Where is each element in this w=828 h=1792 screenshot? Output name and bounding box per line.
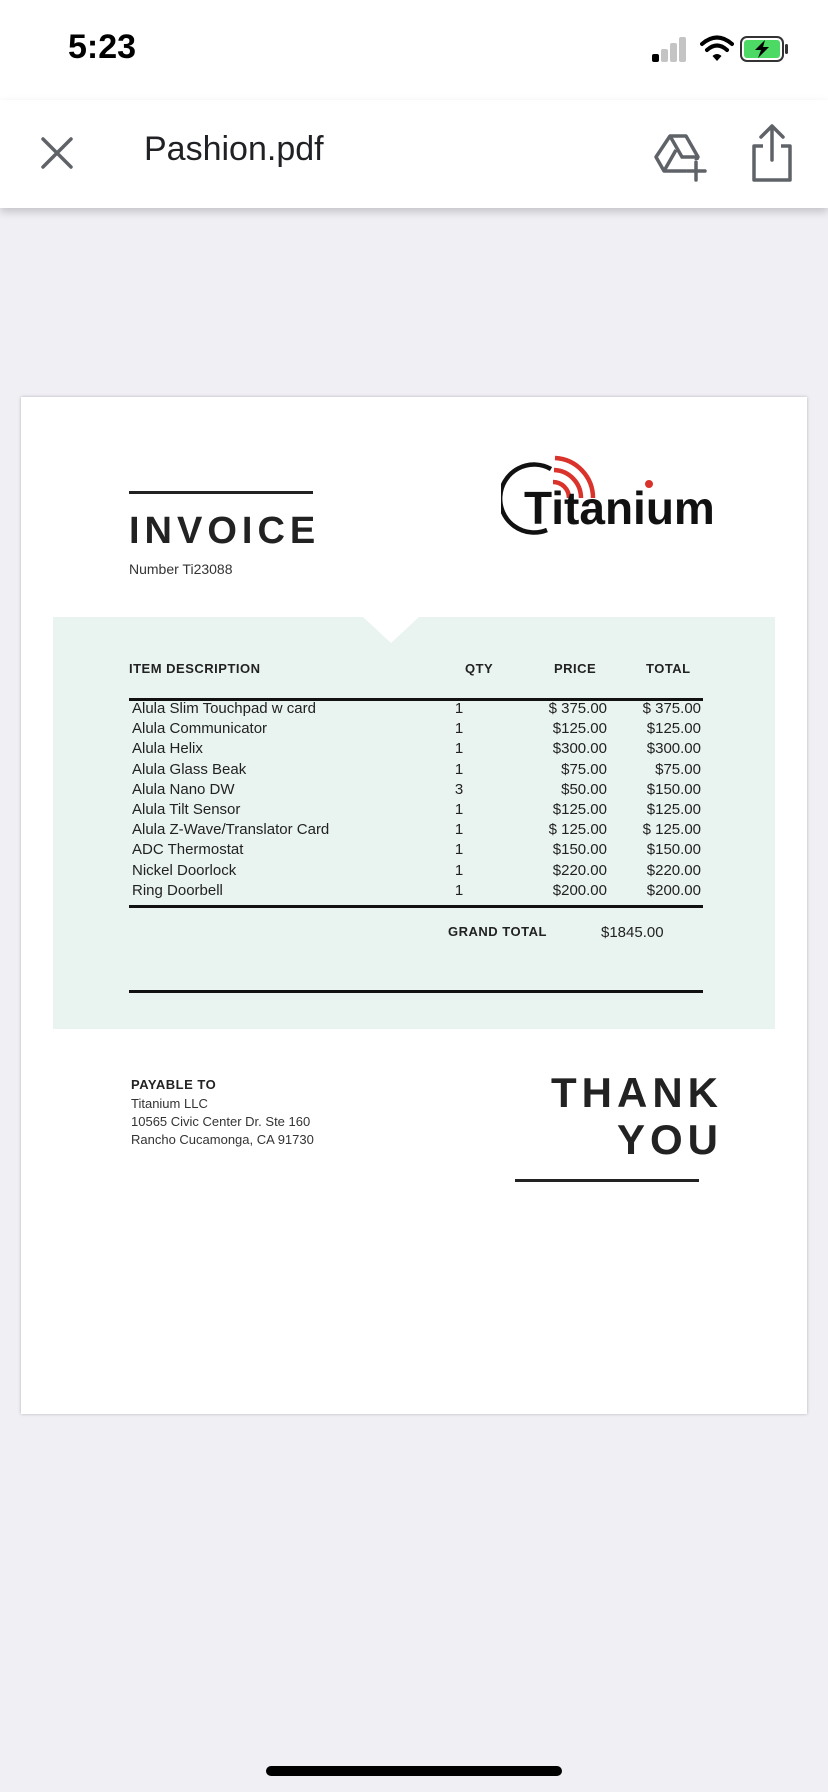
pdf-page (21, 397, 807, 1414)
payable-address-line1: 10565 Civic Center Dr. Ste 160 (131, 1114, 311, 1129)
payable-name: Titanium LLC (131, 1096, 208, 1111)
grand-total-value: $1845.00 (601, 924, 664, 941)
home-indicator[interactable] (266, 1766, 562, 1776)
wifi-icon (700, 34, 734, 62)
table-bottom-rule (129, 905, 703, 908)
invoice-heading: INVOICE (129, 510, 321, 552)
grand-total-label: GRAND TOTAL (448, 924, 547, 939)
panel-bottom-rule (129, 990, 703, 993)
divider (129, 491, 313, 494)
table-row: Alula Z-Wave/Translator Card 1 $ 125.00 $ 125.00 (132, 821, 701, 839)
logo-wordmark: Titanium (524, 482, 715, 534)
divider (515, 1179, 699, 1182)
titanium-logo (501, 442, 751, 542)
battery-charging-icon (740, 36, 790, 62)
share-icon[interactable] (746, 122, 798, 184)
table-row: Nickel Doorlock 1 $220.00 $220.00 (132, 861, 701, 879)
column-header-price: PRICE (554, 661, 597, 676)
invoice-number: Number Ti23088 (129, 561, 233, 577)
add-to-drive-icon[interactable] (648, 124, 708, 184)
thank-you-heading (481, 1069, 723, 1163)
document-title: Pashion.pdf (144, 130, 324, 168)
status-bar (0, 0, 828, 100)
close-icon[interactable] (32, 128, 82, 178)
thank-you-line1: THANK (551, 1069, 723, 1116)
column-header-description: ITEM DESCRIPTION (129, 661, 261, 676)
status-time: 5:23 (68, 28, 137, 66)
table-row: Alula Slim Touchpad w card 1 $ 375.00 $ 375.00 (132, 700, 701, 717)
table-row: Ring Doorbell 1 $200.00 $200.00 (132, 881, 701, 899)
viewer-toolbar (0, 100, 828, 208)
table-row: ADC Thermostat 1 $150.00 $150.00 (132, 841, 701, 859)
thank-you-line2: YOU (616, 1116, 723, 1163)
table-row: Alula Nano DW 3 $50.00 $150.00 (132, 780, 701, 798)
payable-address-line2: Rancho Cucamonga, CA 91730 (131, 1132, 314, 1147)
payable-to-title: PAYABLE TO (131, 1077, 217, 1092)
panel-notch (363, 617, 419, 643)
column-header-total: TOTAL (646, 661, 691, 676)
table-row: Alula Helix 1 $300.00 $300.00 (132, 740, 701, 758)
table-row: Alula Glass Beak 1 $75.00 $75.00 (132, 760, 701, 778)
cellular-signal-icon (652, 36, 688, 62)
column-header-qty: QTY (465, 661, 494, 676)
table-row: Alula Communicator 1 $125.00 $125.00 (132, 720, 701, 738)
table-row: Alula Tilt Sensor 1 $125.00 $125.00 (132, 800, 701, 818)
items-table (129, 699, 703, 901)
